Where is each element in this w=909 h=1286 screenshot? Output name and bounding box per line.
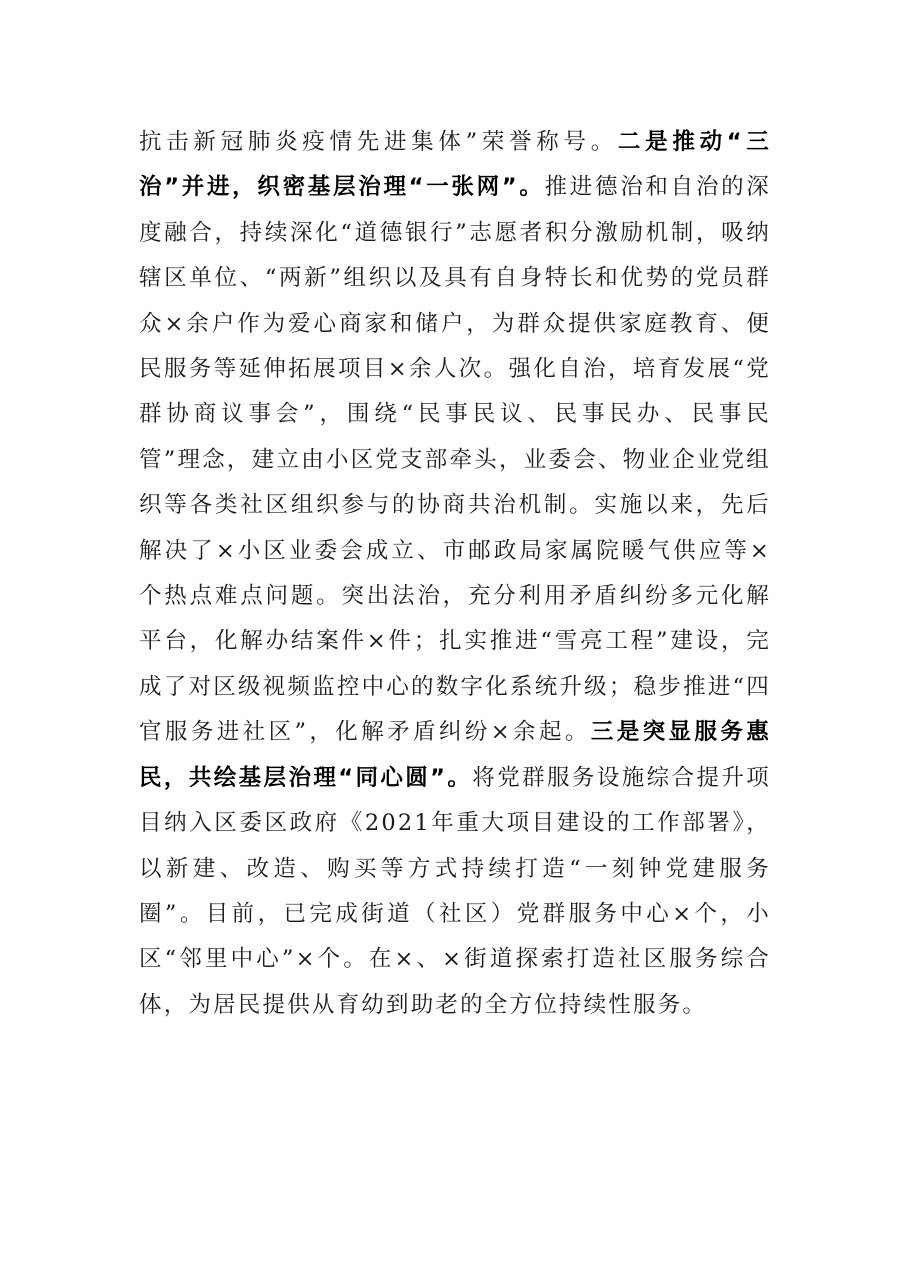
- text-segment-point-three: 将党群服务设施综合提升项目纳入区委区政府《2021年重大项目建设的工作部署》，以新建、改造、购买等方式持续打造“一刻钟党建服务圈”。目前，已完成街道（社区）党群服务中心×个，小区“邻里中心”×个。在×、×街道探索打造社区服务综合体，为居民提供从育幼到助老的全方位持续性服务。: [139, 764, 771, 1018]
- heading-point-two: 二是推动“三治”并进，织密基层治理“一张网”。: [139, 129, 771, 201]
- text-segment-point-two: 推进德治和自治的深度融合，持续深化“道德银行”志愿者积分激励机制，吸纳辖区单位、“两新”组织以及具有自身特长和优势的党员群众×余户作为爱心商家和储户，为群众提供家庭教育、便民服务等延伸拓展项目×余人次。强化自治，培育发展“党群协商议事会”，围绕“民事民议、民事民办、民事民管”理念，建立由小区党支部牵头，业委会、物业企业党组织等各类社区组织参与的协商共治机制。实施以来，先后解决了×小区业委会成立、市邮政局家属院暖气供应等×个热点难点问题。突出法治，充分利用矛盾纠纷多元化解平台，化解办结案件×件；扎实推进“雪亮工程”建设，完成了对区级视频监控中心的数字化系统升级；稳步推进“四官服务进社区”，化解矛盾纠纷×余起。: [139, 174, 771, 746]
- body-paragraph: [139, 120, 771, 1028]
- heading-point-three: 三是突显服务惠民，共绘基层治理“同心圆”。: [139, 719, 771, 791]
- text-segment-intro: 抗击新冠肺炎疫情先进集体”荣誉称号。: [139, 129, 618, 155]
